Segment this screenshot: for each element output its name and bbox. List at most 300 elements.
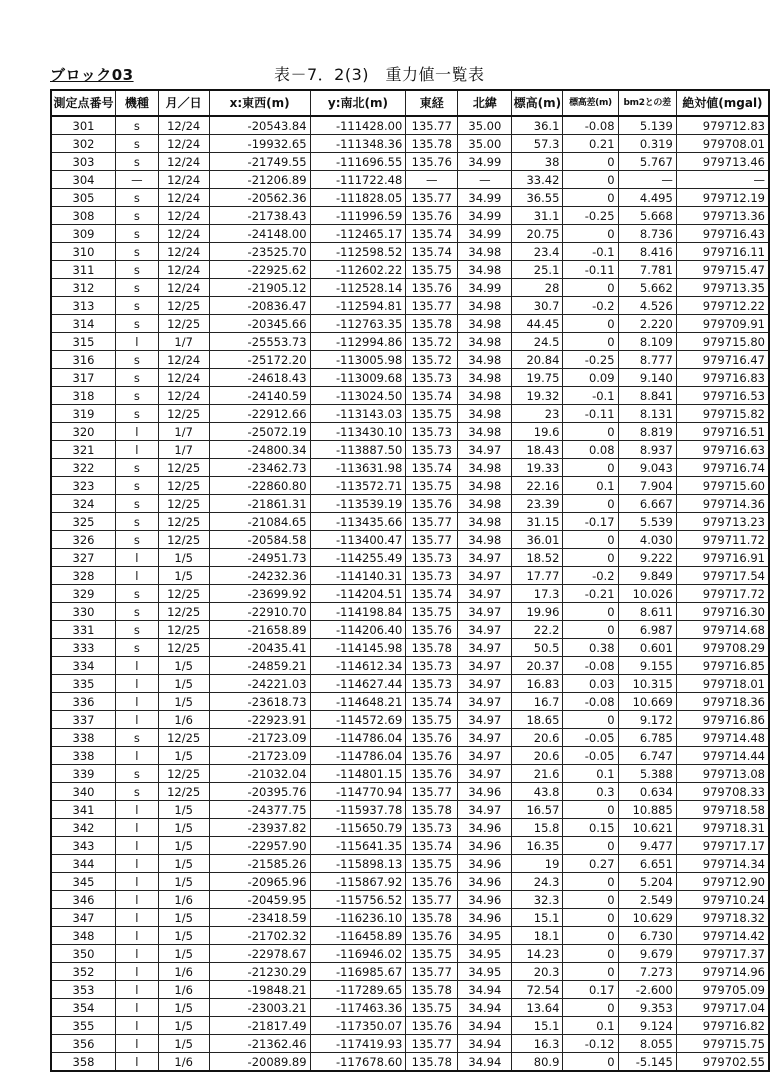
cell-absolute: 979712.19 xyxy=(676,189,769,207)
cell-date: 12/24 xyxy=(158,153,209,171)
cell-date: 1/5 xyxy=(158,801,209,819)
cell-elevation-diff: 0 xyxy=(563,423,618,441)
cell-latitude: 34.97 xyxy=(458,711,512,729)
cell-bm2-diff: 7.781 xyxy=(618,261,676,279)
table-row xyxy=(51,621,769,639)
cell-longitude: 135.76 xyxy=(406,279,458,297)
cell-instrument: s xyxy=(116,189,159,207)
cell-instrument: l xyxy=(116,873,159,891)
table-row xyxy=(51,819,769,837)
cell-date: 12/25 xyxy=(158,495,209,513)
cell-absolute: 979714.68 xyxy=(676,621,769,639)
cell-y: -114206.40 xyxy=(310,621,406,639)
cell-longitude: 135.73 xyxy=(406,441,458,459)
cell-elevation-diff: 0 xyxy=(563,963,618,981)
cell-date: 12/25 xyxy=(158,459,209,477)
cell-y: -114572.69 xyxy=(310,711,406,729)
cell-absolute: 979716.11 xyxy=(676,243,769,261)
cell-station: 327 xyxy=(51,549,116,567)
cell-latitude: 34.98 xyxy=(458,369,512,387)
cell-longitude: 135.74 xyxy=(406,837,458,855)
cell-elevation: 80.9 xyxy=(512,1053,563,1072)
table-row xyxy=(51,711,769,729)
cell-date: 1/6 xyxy=(158,711,209,729)
table-header-row xyxy=(51,90,769,116)
cell-elevation: 25.1 xyxy=(512,261,563,279)
cell-elevation-diff: 0 xyxy=(563,333,618,351)
cell-absolute: 979717.37 xyxy=(676,945,769,963)
cell-elevation: 22.16 xyxy=(512,477,563,495)
cell-absolute: 979716.91 xyxy=(676,549,769,567)
cell-longitude: 135.75 xyxy=(406,405,458,423)
cell-y: -116946.02 xyxy=(310,945,406,963)
cell-elevation: 18.43 xyxy=(512,441,563,459)
cell-absolute: 979717.72 xyxy=(676,585,769,603)
cell-station: 358 xyxy=(51,1053,116,1072)
cell-y: -112763.35 xyxy=(310,315,406,333)
cell-elevation-diff: 0.03 xyxy=(563,675,618,693)
col-header-date: 月／日 xyxy=(158,90,209,116)
cell-elevation-diff: 0.3 xyxy=(563,783,618,801)
cell-instrument: l xyxy=(116,1035,159,1053)
cell-x: -20345.66 xyxy=(209,315,310,333)
cell-elevation: 38 xyxy=(512,153,563,171)
cell-absolute: 979717.17 xyxy=(676,837,769,855)
cell-station: 328 xyxy=(51,567,116,585)
cell-latitude: 34.94 xyxy=(458,981,512,999)
cell-date: 1/5 xyxy=(158,675,209,693)
cell-bm2-diff: 10.026 xyxy=(618,585,676,603)
col-header-latitude: 北緯 xyxy=(458,90,512,116)
cell-longitude: 135.73 xyxy=(406,567,458,585)
cell-bm2-diff: 9.155 xyxy=(618,657,676,675)
cell-y: -113887.50 xyxy=(310,441,406,459)
cell-bm2-diff: 9.679 xyxy=(618,945,676,963)
cell-latitude: 34.96 xyxy=(458,855,512,873)
cell-instrument: s xyxy=(116,477,159,495)
cell-absolute: 979711.72 xyxy=(676,531,769,549)
cell-absolute: 979714.96 xyxy=(676,963,769,981)
cell-date: 12/24 xyxy=(158,369,209,387)
cell-x: -24221.03 xyxy=(209,675,310,693)
table-row xyxy=(51,153,769,171)
cell-y: -115867.92 xyxy=(310,873,406,891)
cell-absolute: 979718.58 xyxy=(676,801,769,819)
cell-elevation-diff: 0.1 xyxy=(563,477,618,495)
cell-bm2-diff: — xyxy=(618,171,676,189)
cell-instrument: l xyxy=(116,963,159,981)
cell-y: -113631.98 xyxy=(310,459,406,477)
cell-absolute: 979716.85 xyxy=(676,657,769,675)
cell-longitude: 135.75 xyxy=(406,855,458,873)
table-row xyxy=(51,873,769,891)
cell-bm2-diff: 6.785 xyxy=(618,729,676,747)
table-row xyxy=(51,981,769,999)
cell-latitude: 34.95 xyxy=(458,963,512,981)
cell-station: 355 xyxy=(51,1017,116,1035)
cell-y: -113005.98 xyxy=(310,351,406,369)
cell-date: 12/25 xyxy=(158,621,209,639)
cell-latitude: 34.97 xyxy=(458,441,512,459)
cell-y: -117463.36 xyxy=(310,999,406,1017)
cell-date: 12/24 xyxy=(158,171,209,189)
cell-elevation: 13.64 xyxy=(512,999,563,1017)
cell-longitude: 135.73 xyxy=(406,423,458,441)
cell-instrument: l xyxy=(116,855,159,873)
cell-y: -115937.78 xyxy=(310,801,406,819)
col-header-instrument: 機種 xyxy=(116,90,159,116)
cell-date: 12/25 xyxy=(158,315,209,333)
table-row xyxy=(51,116,769,135)
cell-bm2-diff: 8.131 xyxy=(618,405,676,423)
cell-longitude: 135.77 xyxy=(406,513,458,531)
cell-elevation-diff: 0 xyxy=(563,909,618,927)
cell-elevation-diff: 0 xyxy=(563,621,618,639)
cell-elevation: 33.42 xyxy=(512,171,563,189)
cell-latitude: 34.98 xyxy=(458,405,512,423)
cell-absolute: 979708.33 xyxy=(676,783,769,801)
cell-station: 342 xyxy=(51,819,116,837)
table-row xyxy=(51,603,769,621)
cell-date: 12/25 xyxy=(158,783,209,801)
cell-longitude: — xyxy=(406,171,458,189)
gravity-table xyxy=(50,89,770,1072)
cell-elevation: 18.65 xyxy=(512,711,563,729)
cell-date: 12/25 xyxy=(158,603,209,621)
cell-absolute: 979718.36 xyxy=(676,693,769,711)
cell-instrument: s xyxy=(116,225,159,243)
cell-station: 312 xyxy=(51,279,116,297)
cell-absolute: 979714.34 xyxy=(676,855,769,873)
cell-bm2-diff: 9.043 xyxy=(618,459,676,477)
cell-elevation: 23 xyxy=(512,405,563,423)
cell-elevation: 36.01 xyxy=(512,531,563,549)
cell-station: 303 xyxy=(51,153,116,171)
cell-instrument: l xyxy=(116,675,159,693)
cell-latitude: 34.96 xyxy=(458,783,512,801)
cell-latitude: 34.97 xyxy=(458,675,512,693)
cell-instrument: l xyxy=(116,837,159,855)
cell-instrument: l xyxy=(116,1017,159,1035)
cell-x: -23418.59 xyxy=(209,909,310,927)
table-row xyxy=(51,135,769,153)
col-header-y: y:南北(m) xyxy=(310,90,406,116)
cell-latitude: 34.94 xyxy=(458,999,512,1017)
cell-station: 310 xyxy=(51,243,116,261)
cell-y: -113400.47 xyxy=(310,531,406,549)
cell-x: -24800.34 xyxy=(209,441,310,459)
cell-bm2-diff: 6.747 xyxy=(618,747,676,765)
cell-elevation: 17.77 xyxy=(512,567,563,585)
table-row xyxy=(51,963,769,981)
table-row xyxy=(51,909,769,927)
cell-bm2-diff: 6.987 xyxy=(618,621,676,639)
cell-latitude: 34.97 xyxy=(458,585,512,603)
cell-y: -115641.35 xyxy=(310,837,406,855)
cell-latitude: 34.94 xyxy=(458,1017,512,1035)
cell-bm2-diff: 8.841 xyxy=(618,387,676,405)
cell-date: 12/25 xyxy=(158,639,209,657)
cell-absolute: — xyxy=(676,171,769,189)
table-row xyxy=(51,549,769,567)
cell-latitude: 34.98 xyxy=(458,315,512,333)
cell-absolute: 979717.04 xyxy=(676,999,769,1017)
cell-instrument: s xyxy=(116,297,159,315)
cell-latitude: 34.98 xyxy=(458,297,512,315)
cell-elevation-diff: 0 xyxy=(563,801,618,819)
cell-bm2-diff: 8.055 xyxy=(618,1035,676,1053)
cell-instrument: s xyxy=(116,315,159,333)
cell-date: 12/24 xyxy=(158,135,209,153)
table-row xyxy=(51,927,769,945)
cell-date: 12/24 xyxy=(158,351,209,369)
table-row xyxy=(51,1053,769,1072)
cell-date: 1/5 xyxy=(158,945,209,963)
table-row xyxy=(51,513,769,531)
cell-longitude: 135.74 xyxy=(406,387,458,405)
cell-longitude: 135.78 xyxy=(406,1053,458,1072)
table-row xyxy=(51,657,769,675)
cell-latitude: 34.99 xyxy=(458,153,512,171)
cell-station: 311 xyxy=(51,261,116,279)
cell-elevation: 28 xyxy=(512,279,563,297)
cell-elevation: 20.84 xyxy=(512,351,563,369)
cell-bm2-diff: 0.601 xyxy=(618,639,676,657)
cell-date: 12/25 xyxy=(158,513,209,531)
cell-instrument: s xyxy=(116,387,159,405)
cell-longitude: 135.73 xyxy=(406,675,458,693)
cell-longitude: 135.75 xyxy=(406,999,458,1017)
cell-latitude: 34.94 xyxy=(458,1053,512,1072)
cell-longitude: 135.77 xyxy=(406,189,458,207)
cell-elevation-diff: 0 xyxy=(563,531,618,549)
table-row xyxy=(51,765,769,783)
cell-latitude: 34.96 xyxy=(458,837,512,855)
cell-x: -23699.92 xyxy=(209,585,310,603)
cell-elevation: 15.8 xyxy=(512,819,563,837)
cell-latitude: 35.00 xyxy=(458,116,512,135)
cell-elevation-diff: 0 xyxy=(563,603,618,621)
cell-date: 1/5 xyxy=(158,747,209,765)
cell-station: 314 xyxy=(51,315,116,333)
table-row xyxy=(51,855,769,873)
cell-bm2-diff: 9.849 xyxy=(618,567,676,585)
cell-bm2-diff: 5.139 xyxy=(618,116,676,135)
table-row xyxy=(51,999,769,1017)
cell-absolute: 979712.90 xyxy=(676,873,769,891)
cell-station: 356 xyxy=(51,1035,116,1053)
cell-x: -23937.82 xyxy=(209,819,310,837)
cell-bm2-diff: 6.667 xyxy=(618,495,676,513)
cell-instrument: l xyxy=(116,891,159,909)
cell-elevation-diff: -0.25 xyxy=(563,207,618,225)
cell-x: -20562.36 xyxy=(209,189,310,207)
cell-date: 1/5 xyxy=(158,873,209,891)
cell-elevation: 50.5 xyxy=(512,639,563,657)
cell-elevation-diff: 0 xyxy=(563,837,618,855)
cell-bm2-diff: 8.109 xyxy=(618,333,676,351)
cell-longitude: 135.73 xyxy=(406,369,458,387)
cell-latitude: 34.99 xyxy=(458,189,512,207)
cell-x: -20395.76 xyxy=(209,783,310,801)
cell-date: 1/6 xyxy=(158,981,209,999)
cell-absolute: 979718.31 xyxy=(676,819,769,837)
cell-y: -117289.65 xyxy=(310,981,406,999)
cell-absolute: 979714.42 xyxy=(676,927,769,945)
table-row xyxy=(51,207,769,225)
cell-date: 1/5 xyxy=(158,1035,209,1053)
cell-absolute: 979716.74 xyxy=(676,459,769,477)
cell-instrument: l xyxy=(116,549,159,567)
cell-station: 338 xyxy=(51,729,116,747)
cell-elevation-diff: 0.27 xyxy=(563,855,618,873)
cell-latitude: — xyxy=(458,171,512,189)
cell-absolute: 979713.35 xyxy=(676,279,769,297)
cell-latitude: 34.98 xyxy=(458,531,512,549)
cell-x: -20435.41 xyxy=(209,639,310,657)
cell-x: -21749.55 xyxy=(209,153,310,171)
cell-elevation: 23.4 xyxy=(512,243,563,261)
cell-bm2-diff: 6.730 xyxy=(618,927,676,945)
table-row xyxy=(51,837,769,855)
cell-station: 345 xyxy=(51,873,116,891)
cell-longitude: 135.77 xyxy=(406,531,458,549)
cell-instrument: s xyxy=(116,243,159,261)
cell-station: 320 xyxy=(51,423,116,441)
cell-absolute: 979716.83 xyxy=(676,369,769,387)
cell-station: 316 xyxy=(51,351,116,369)
cell-elevation-diff: -0.05 xyxy=(563,729,618,747)
cell-elevation: 19.96 xyxy=(512,603,563,621)
cell-longitude: 135.76 xyxy=(406,729,458,747)
cell-elevation-diff: 0 xyxy=(563,225,618,243)
table-row xyxy=(51,729,769,747)
cell-x: -21084.65 xyxy=(209,513,310,531)
cell-latitude: 34.97 xyxy=(458,603,512,621)
cell-elevation: 15.1 xyxy=(512,909,563,927)
table-row xyxy=(51,351,769,369)
cell-longitude: 135.78 xyxy=(406,315,458,333)
cell-instrument: s xyxy=(116,765,159,783)
cell-elevation: 16.57 xyxy=(512,801,563,819)
cell-bm2-diff: 5.539 xyxy=(618,513,676,531)
cell-station: 339 xyxy=(51,765,116,783)
cell-latitude: 34.97 xyxy=(458,567,512,585)
cell-date: 1/5 xyxy=(158,549,209,567)
cell-date: 1/7 xyxy=(158,423,209,441)
cell-date: 12/24 xyxy=(158,387,209,405)
cell-elevation: 20.6 xyxy=(512,747,563,765)
cell-elevation: 15.1 xyxy=(512,1017,563,1035)
cell-station: 352 xyxy=(51,963,116,981)
cell-bm2-diff: 10.629 xyxy=(618,909,676,927)
cell-x: -19848.21 xyxy=(209,981,310,999)
cell-x: -21723.09 xyxy=(209,747,310,765)
cell-x: -21362.46 xyxy=(209,1035,310,1053)
cell-elevation: 21.6 xyxy=(512,765,563,783)
cell-instrument: l xyxy=(116,333,159,351)
cell-x: -21723.09 xyxy=(209,729,310,747)
cell-y: -112528.14 xyxy=(310,279,406,297)
cell-latitude: 34.97 xyxy=(458,747,512,765)
cell-longitude: 135.76 xyxy=(406,1017,458,1035)
cell-station: 308 xyxy=(51,207,116,225)
cell-elevation-diff: -0.1 xyxy=(563,387,618,405)
cell-elevation-diff: 0.1 xyxy=(563,1017,618,1035)
cell-x: -22925.62 xyxy=(209,261,310,279)
cell-elevation: 19.75 xyxy=(512,369,563,387)
cell-elevation: 72.54 xyxy=(512,981,563,999)
cell-absolute: 979715.47 xyxy=(676,261,769,279)
cell-date: 12/25 xyxy=(158,729,209,747)
cell-date: 1/5 xyxy=(158,909,209,927)
cell-longitude: 135.72 xyxy=(406,333,458,351)
cell-longitude: 135.76 xyxy=(406,621,458,639)
cell-instrument: l xyxy=(116,423,159,441)
table-row xyxy=(51,333,769,351)
cell-date: 12/24 xyxy=(158,261,209,279)
cell-absolute: 979713.08 xyxy=(676,765,769,783)
cell-bm2-diff: 9.140 xyxy=(618,369,676,387)
cell-x: -22978.67 xyxy=(209,945,310,963)
cell-latitude: 34.97 xyxy=(458,801,512,819)
cell-latitude: 34.98 xyxy=(458,459,512,477)
cell-x: -19932.65 xyxy=(209,135,310,153)
cell-date: 1/6 xyxy=(158,963,209,981)
cell-instrument: s xyxy=(116,153,159,171)
cell-x: -25072.19 xyxy=(209,423,310,441)
cell-elevation-diff: -0.11 xyxy=(563,405,618,423)
cell-bm2-diff: 9.124 xyxy=(618,1017,676,1035)
cell-y: -115650.79 xyxy=(310,819,406,837)
table-row xyxy=(51,675,769,693)
cell-date: 12/25 xyxy=(158,477,209,495)
cell-bm2-diff: 8.611 xyxy=(618,603,676,621)
cell-elevation: 18.1 xyxy=(512,927,563,945)
cell-x: -21861.31 xyxy=(209,495,310,513)
cell-y: -113024.50 xyxy=(310,387,406,405)
cell-elevation: 22.2 xyxy=(512,621,563,639)
cell-bm2-diff: 5.767 xyxy=(618,153,676,171)
table-row xyxy=(51,225,769,243)
cell-y: -112594.81 xyxy=(310,297,406,315)
cell-instrument: l xyxy=(116,999,159,1017)
cell-longitude: 135.74 xyxy=(406,693,458,711)
cell-x: -24148.00 xyxy=(209,225,310,243)
cell-latitude: 34.97 xyxy=(458,621,512,639)
cell-elevation-diff: 0 xyxy=(563,153,618,171)
cell-y: -111428.00 xyxy=(310,116,406,135)
cell-longitude: 135.78 xyxy=(406,801,458,819)
cell-elevation-diff: -0.11 xyxy=(563,261,618,279)
table-row xyxy=(51,639,769,657)
cell-y: -111996.59 xyxy=(310,207,406,225)
cell-y: -114145.98 xyxy=(310,639,406,657)
cell-bm2-diff: 4.030 xyxy=(618,531,676,549)
cell-y: -113435.66 xyxy=(310,513,406,531)
cell-bm2-diff: 10.315 xyxy=(618,675,676,693)
cell-latitude: 34.97 xyxy=(458,729,512,747)
table-title: 表－7．2(3) 重力値一覧表 xyxy=(274,65,485,84)
cell-latitude: 34.97 xyxy=(458,693,512,711)
cell-absolute: 979716.63 xyxy=(676,441,769,459)
cell-absolute: 979718.32 xyxy=(676,909,769,927)
cell-absolute: 979709.91 xyxy=(676,315,769,333)
cell-latitude: 34.96 xyxy=(458,909,512,927)
cell-station: 323 xyxy=(51,477,116,495)
cell-latitude: 34.98 xyxy=(458,261,512,279)
table-row xyxy=(51,441,769,459)
